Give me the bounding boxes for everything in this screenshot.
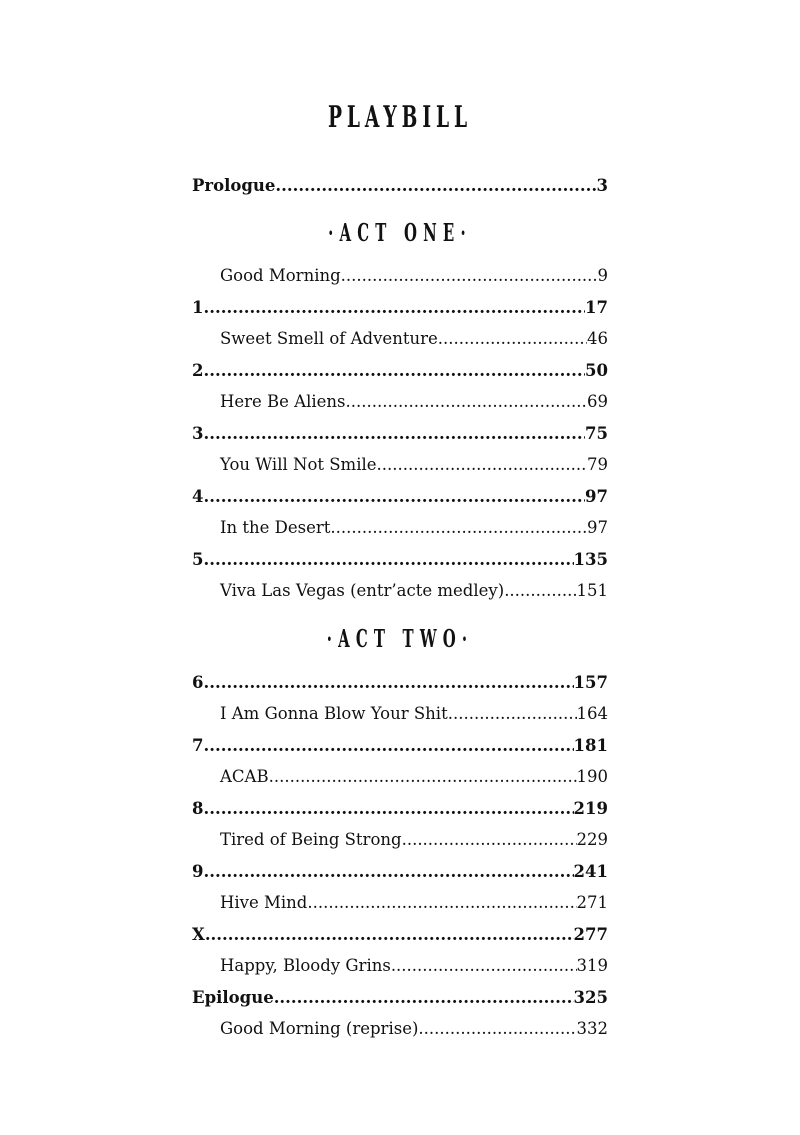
toc-entry-chapter xyxy=(192,797,608,821)
toc-entry-chapter xyxy=(192,734,608,758)
toc-entry-page: 325 xyxy=(573,988,608,1007)
toc-entry-song xyxy=(192,702,608,726)
toc-entry-chapter xyxy=(192,422,608,446)
toc-entry-label: Good Morning (reprise) xyxy=(220,1019,419,1038)
act-two-heading: ·ACT TWO· xyxy=(326,624,474,653)
dot-leader xyxy=(448,702,577,726)
toc-entry-chapter xyxy=(192,986,608,1010)
toc-entry-page: 69 xyxy=(587,392,608,411)
toc-entry-page: 319 xyxy=(576,956,608,975)
toc-entry-page: 271 xyxy=(576,893,608,912)
toc-entry-label: Happy, Bloody Grins xyxy=(220,956,391,975)
dot-leader xyxy=(203,734,573,758)
toc-entry-song xyxy=(192,828,608,852)
toc-entry-prologue xyxy=(192,174,608,198)
toc-entry-label: 7 xyxy=(192,736,204,755)
dot-leader xyxy=(418,1017,576,1041)
toc-entry-page: 46 xyxy=(587,329,608,348)
toc-entry-page: 135 xyxy=(573,550,608,569)
toc-entry-page: 229 xyxy=(576,830,608,849)
dot-leader xyxy=(391,954,577,978)
dot-leader xyxy=(402,828,577,852)
toc-entry-label: You Will Not Smile xyxy=(220,455,377,474)
toc-entry-page: 332 xyxy=(576,1019,608,1038)
dot-leader xyxy=(438,327,587,351)
dot-leader xyxy=(504,579,576,603)
toc-entry-page: 219 xyxy=(573,799,608,818)
toc-entry-label: Epilogue xyxy=(192,988,274,1007)
toc-entry-label: 9 xyxy=(192,862,204,881)
dot-leader xyxy=(275,174,596,198)
toc-entry-label: 5 xyxy=(192,550,204,569)
toc-entry-label: I Am Gonna Blow Your Shit xyxy=(220,704,448,723)
toc-entry-chapter xyxy=(192,485,608,509)
dot-leader xyxy=(203,359,585,383)
toc-entry-page: 97 xyxy=(587,518,608,537)
toc-entry-label: Here Be Aliens xyxy=(220,392,346,411)
toc-entry-song xyxy=(192,579,608,603)
toc-entry-song xyxy=(192,453,608,477)
toc-entry-page: 3 xyxy=(596,176,608,195)
dot-leader xyxy=(203,422,585,446)
toc-entry-label: 1 xyxy=(192,298,204,317)
toc-entry-label: 4 xyxy=(192,487,204,506)
toc-entry-chapter xyxy=(192,359,608,383)
toc-entry-song xyxy=(192,954,608,978)
toc-entry-page: 75 xyxy=(585,424,608,443)
toc-entry-label: ACAB xyxy=(220,767,269,786)
toc-entry-chapter xyxy=(192,548,608,572)
toc-entry-page: 9 xyxy=(597,266,608,285)
toc-entry-page: 157 xyxy=(573,673,608,692)
toc-entry-label: Hive Mind xyxy=(220,893,308,912)
dot-leader xyxy=(274,986,574,1010)
dot-leader xyxy=(377,453,587,477)
act-one-heading: ·ACT ONE· xyxy=(328,218,472,247)
dot-leader xyxy=(205,923,574,947)
dot-leader xyxy=(203,548,573,572)
toc-entry-label: Prologue xyxy=(192,176,276,195)
toc-entry-label: X xyxy=(192,925,205,944)
toc-entry-song xyxy=(192,1017,608,1041)
toc-entry-label: In the Desert xyxy=(220,518,331,537)
dot-leader xyxy=(330,516,587,540)
toc-entry-page: 97 xyxy=(585,487,608,506)
dot-leader xyxy=(203,860,573,884)
dot-leader xyxy=(346,390,587,414)
toc-entry-page: 277 xyxy=(573,925,608,944)
toc-entry-label: Good Morning xyxy=(220,266,341,285)
toc-entry-label: 3 xyxy=(192,424,204,443)
toc-entry-chapter xyxy=(192,671,608,695)
toc-entry-song xyxy=(192,390,608,414)
toc-entry-label: Sweet Smell of Adventure xyxy=(220,329,438,348)
dot-leader xyxy=(203,671,573,695)
dot-leader xyxy=(269,765,577,789)
toc-entry-song xyxy=(192,891,608,915)
toc-entry-page: 181 xyxy=(573,736,608,755)
page-title: PLAYBILL xyxy=(327,100,473,135)
toc-entry-page: 241 xyxy=(573,862,608,881)
toc-entry-page: 50 xyxy=(585,361,608,380)
dot-leader xyxy=(203,797,573,821)
toc-entry-song xyxy=(192,327,608,351)
toc-entry-chapter xyxy=(192,860,608,884)
toc-entry-label: Tired of Being Strong xyxy=(220,830,402,849)
toc-entry-page: 17 xyxy=(585,298,608,317)
dot-leader xyxy=(203,296,585,320)
toc-entry-chapter xyxy=(192,296,608,320)
toc-entry-page: 79 xyxy=(587,455,608,474)
toc-entry-song xyxy=(192,516,608,540)
toc-entry-label: 6 xyxy=(192,673,204,692)
toc-entry-song xyxy=(192,264,608,288)
dot-leader xyxy=(307,891,576,915)
toc-entry-label: Viva Las Vegas (entr’acte medley) xyxy=(220,581,505,600)
toc-entry-song xyxy=(192,765,608,789)
toc-entry-page: 190 xyxy=(576,767,608,786)
dot-leader xyxy=(203,485,585,509)
toc-entry-page: 151 xyxy=(576,581,608,600)
dot-leader xyxy=(341,264,598,288)
toc-entry-label: 8 xyxy=(192,799,204,818)
toc-entry-label: 2 xyxy=(192,361,204,380)
toc-entry-page: 164 xyxy=(576,704,608,723)
toc-entry-chapter xyxy=(192,923,608,947)
